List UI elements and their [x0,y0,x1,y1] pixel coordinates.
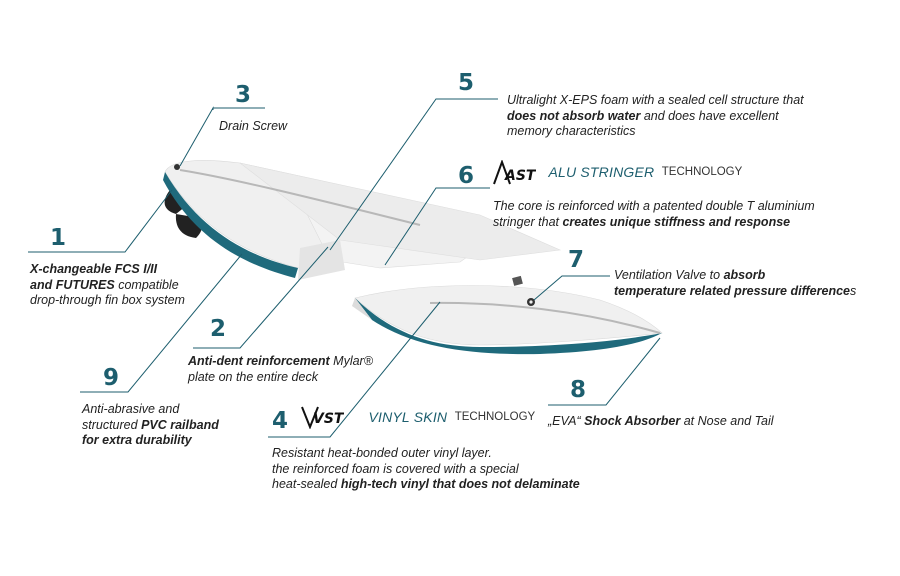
callout-c6-line [493,199,815,215]
callout-number-1: 1 [50,225,67,251]
callout-text-5 [507,93,804,140]
alu-stringer-tech-word: TECHNOLOGY [661,166,743,178]
callout-bold-text: X-changeable FCS I/II [30,262,158,276]
callout-text-run: The core is reinforced with a patented double T aluminium [493,199,815,213]
callout-bold-text: and FUTURES [30,277,115,292]
callout-c5-line [507,109,804,125]
callout-text-run: and does have excellent [640,108,779,123]
callout-text-4 [272,446,580,493]
callout-text-run: Anti-abrasive and [82,402,180,416]
callout-text-7 [614,268,856,299]
callout-c4-line [272,477,580,493]
callout-number-5: 5 [458,70,475,96]
callout-c3-line [219,119,287,135]
callout-text-run: plate on the entire deck [188,369,318,384]
callout-bold-text: Anti-dent reinforcement [188,354,330,368]
callout-text-run: heat-sealed [272,477,341,491]
callout-number-6: 6 [458,163,475,189]
callout-number-2: 2 [210,316,227,342]
callout-text-run: compatible [114,277,179,292]
vinyl-skin-technology-label [300,405,535,429]
callout-text-run: stringer that [493,214,563,229]
callout-bold-text: PVC railband [141,417,219,432]
callout-text-run: the reinforced foam is covered with a special [272,461,519,476]
callout-text-run: Ultralight X-EPS foam with a sealed cell structure that [507,93,804,107]
ast-logo-text: AST [505,168,536,184]
vst-logo [300,405,344,429]
callout-text-run: at Nose and Tail [680,414,774,428]
callout-number-4: 4 [272,408,289,434]
callout-c2-line [188,354,373,370]
callout-c4-line [272,446,580,462]
callout-bold-text: does not absorb water [507,108,641,123]
vinyl-skin-brand: VINYL SKIN [368,409,448,425]
vst-logo-text: VST [313,411,344,427]
callout-c1-line [30,293,185,309]
callout-c5-line [507,124,804,140]
callout-bold-text: high-tech vinyl that does not delaminate [340,477,580,491]
callout-number-3: 3 [235,82,252,108]
alu-stringer-brand: ALU STRINGER [548,164,655,180]
callout-bold-text: absorb [723,268,766,282]
callout-number-7: 7 [568,247,585,273]
alu-stringer-technology-label [492,160,742,184]
callout-text-9 [82,402,219,449]
callout-text-run: „EVA“ [548,414,585,428]
callout-text-run: drop-through fin box system [30,293,185,307]
ast-logo [492,160,536,184]
leader-3 [180,108,213,166]
callout-text-8 [548,414,774,430]
deck-logo [512,276,523,286]
callout-c9-line [82,433,219,449]
callout-text-run: memory characteristics [507,124,636,138]
callout-c9-line [82,418,219,434]
callout-c1-line [30,262,185,278]
callout-text-1 [30,262,185,309]
callout-number-8: 8 [570,377,587,403]
vinyl-skin-tech-word: TECHNOLOGY [454,411,536,423]
callout-text-2 [188,354,373,385]
drain-screw [174,164,180,170]
callout-c2-line [188,370,373,386]
callout-c5-line [507,93,804,109]
callout-c1-line [30,278,185,294]
callout-text-6 [493,199,815,230]
callout-text-run: Resistant heat-bonded outer vinyl layer. [272,446,492,460]
callout-text-run: Drain Screw [219,119,288,133]
callout-text-run: Mylar® [329,354,373,368]
callout-c6-line [493,215,815,231]
callout-number-9: 9 [103,365,120,391]
callout-c7-line [614,284,856,300]
callout-bold-text: temperature related pressure difference [614,283,850,298]
callout-text-run: structured [82,417,142,432]
callout-c7-line [614,268,856,284]
callout-bold-text: creates unique stiffness and response [562,214,791,229]
callout-text-run: s [849,283,857,298]
callout-bold-text: for extra durability [82,433,192,447]
callout-c4-line [272,462,580,478]
callout-bold-text: Shock Absorber [584,414,681,428]
callout-text-3 [219,119,287,135]
callout-c8-line [548,414,774,430]
callout-c9-line [82,402,219,418]
callout-text-run: Ventilation Valve to [614,268,724,282]
